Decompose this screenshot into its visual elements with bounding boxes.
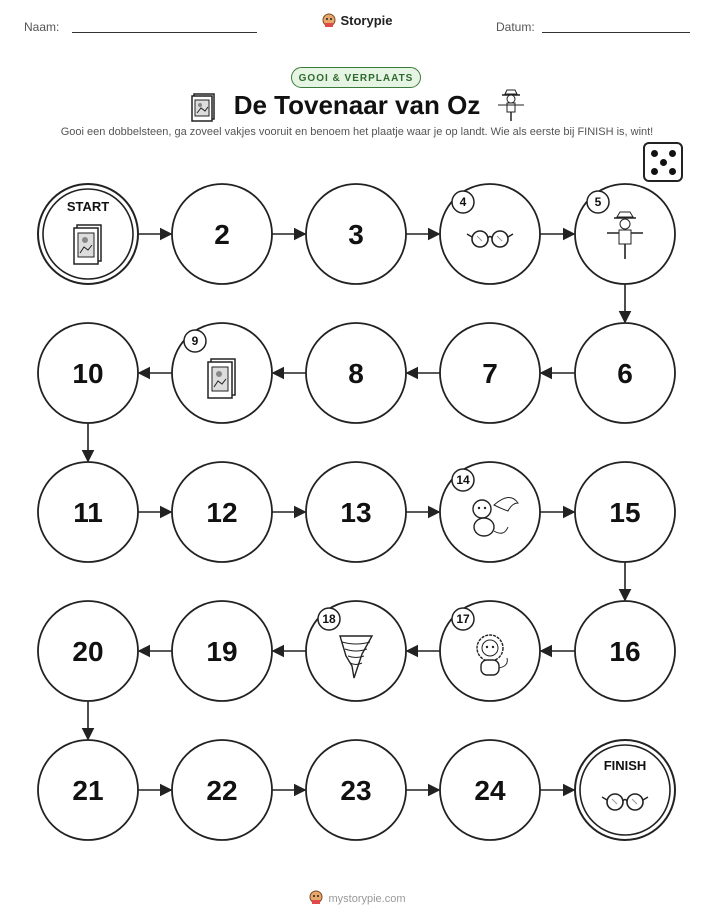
space-number: 20 [72,636,104,667]
book-icon [74,225,101,264]
space-number: 22 [206,775,238,806]
board-space [306,601,406,701]
board-space [440,323,540,423]
brand-name: Storypie [340,13,393,28]
board-space [440,184,540,284]
name-label: Naam: [24,20,60,34]
board-space [575,184,675,284]
board-space [172,740,272,840]
activity-badge: GOOI & VERPLAATS [291,67,421,88]
space-number: 16 [609,636,641,667]
board-space [38,462,138,562]
space-number: 4 [459,195,467,209]
board-space [575,462,675,562]
footer-url: mystorypie.com [328,893,406,905]
start-label: START [66,199,110,214]
board-space [172,462,272,562]
space-number: 5 [594,195,602,209]
space-number: 17 [456,612,470,626]
board-space [440,740,540,840]
space-number: 2 [214,219,230,250]
space-number: 24 [474,775,506,806]
space-number: 8 [348,358,364,389]
space-number: 7 [482,358,498,389]
footer [0,889,714,905]
space-number: 11 [73,497,103,528]
storypie-mascot-icon [308,889,324,905]
space-number: 19 [206,636,238,667]
space-number: 10 [72,358,104,389]
board-space [38,323,138,423]
board-space [306,323,406,423]
board-space [575,323,675,423]
board-space [38,601,138,701]
board-space [172,323,272,423]
board-space [172,601,272,701]
book-icon [208,359,235,398]
instructions: Gooi een dobbelsteen, ga zoveel vakjes vooruit en benoem het plaatje waar je op landt. Wie als eerste bij FINISH is, wint! [60,126,654,138]
board-space [440,601,540,701]
board-space [575,740,675,840]
space-number: 14 [456,473,470,487]
board-space [306,740,406,840]
page-title: De Tovenaar van Oz [233,90,481,120]
board-space [38,184,138,284]
space-number: 13 [340,497,372,528]
space-number: 9 [191,334,199,348]
space-number: 21 [72,775,104,806]
finish-label: FINISH [603,758,647,773]
space-number: 23 [340,775,372,806]
space-number: 15 [609,497,641,528]
board-space [306,184,406,284]
board-space [172,184,272,284]
space-number: 12 [206,497,238,528]
board-space [306,462,406,562]
space-number: 3 [348,219,364,250]
space-number: 18 [322,612,336,626]
board-space [575,601,675,701]
board-space [440,462,540,562]
date-label: Datum: [496,20,535,34]
board-space [38,740,138,840]
space-number: 6 [617,358,633,389]
